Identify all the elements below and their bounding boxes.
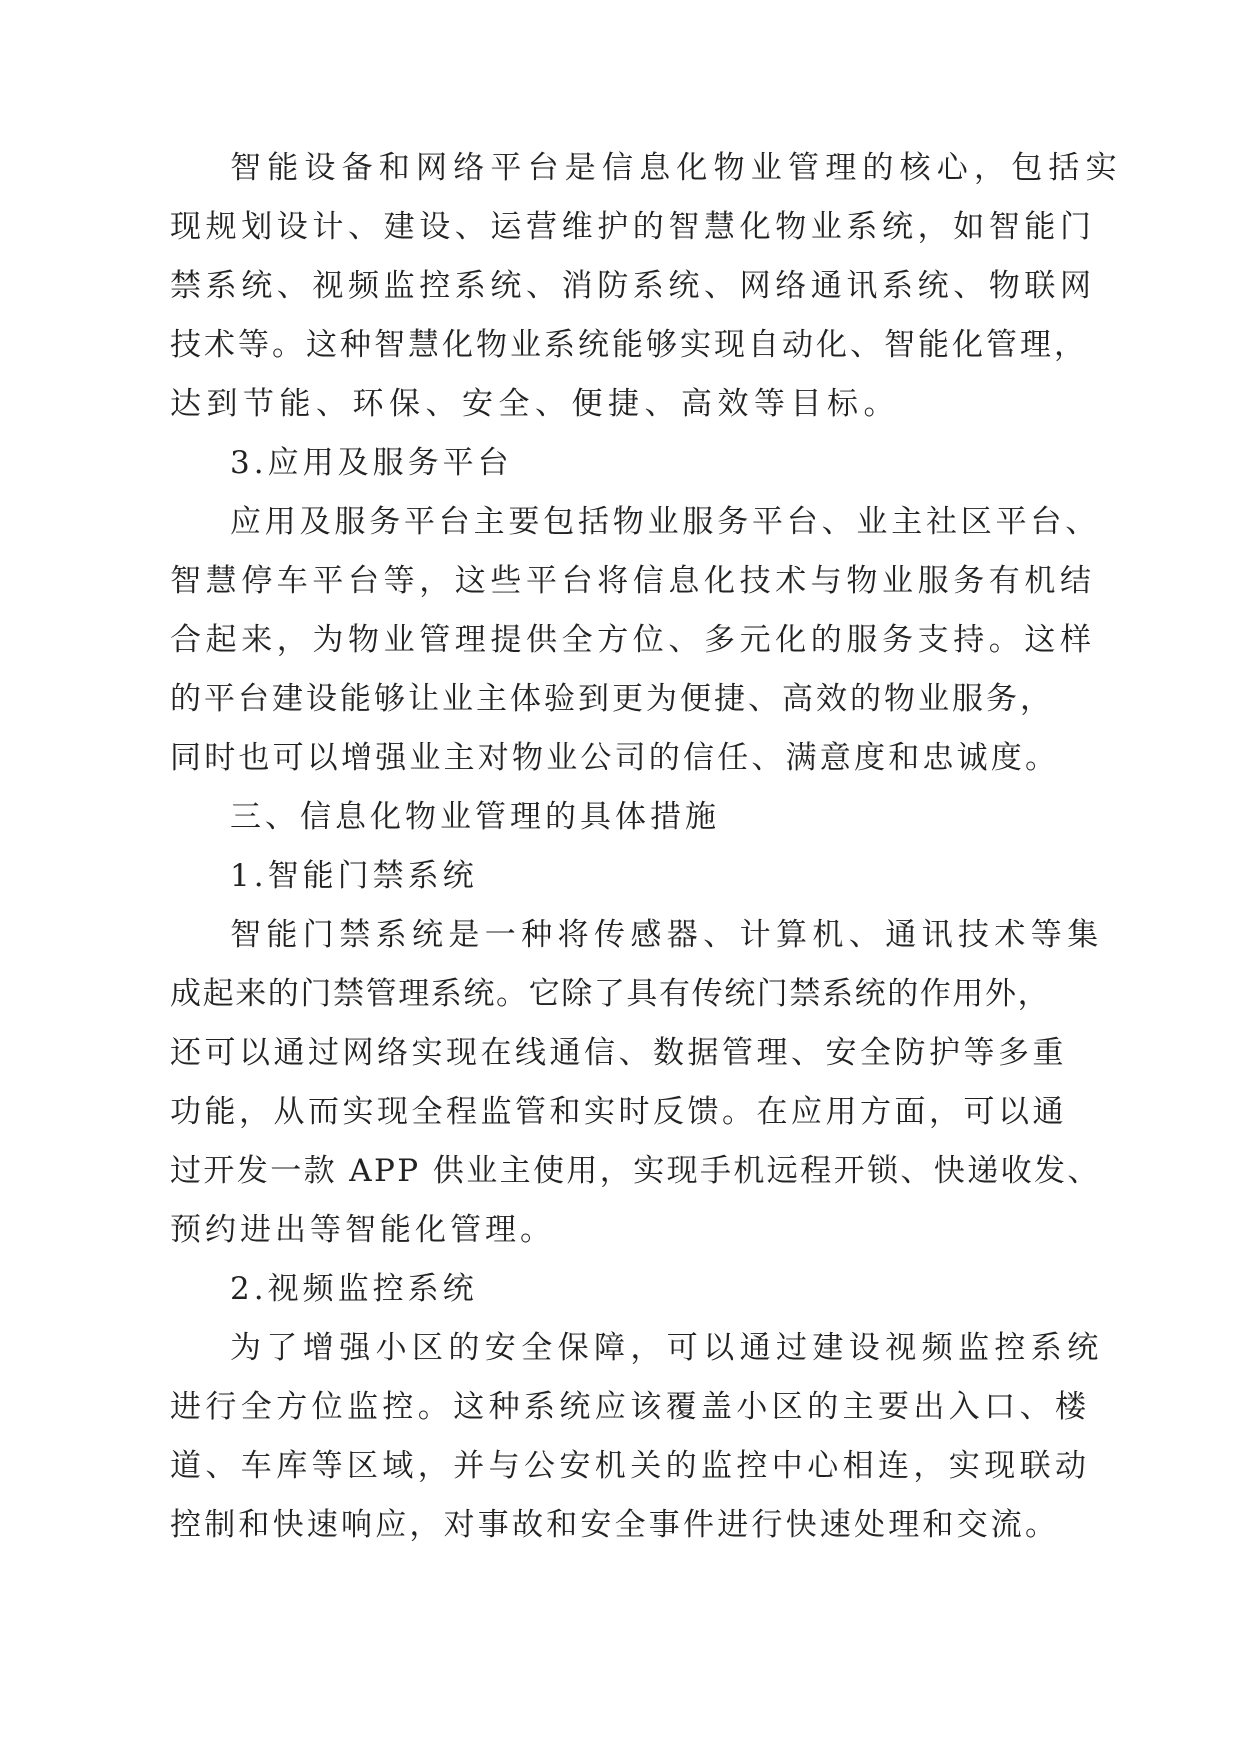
text-line: 还可以通过网络实现在线通信、数据管理、安全防护等多重 [170,1035,1067,1071]
text-line: 合起来，为物业管理提供全方位、多元化的服务支持。这样 [170,622,1096,658]
text-line: 的平台建设能够让业主体验到更为便捷、高效的物业服务， [170,681,1054,717]
subsection-heading: 1.智能门禁系统 [230,858,478,894]
text-line: 功能，从而实现全程监管和实时反馈。在应用方面，可以通 [170,1094,1067,1130]
subsection-heading: 2.视频监控系统 [230,1271,478,1307]
text-line: 进行全方位监控。这种系统应该覆盖小区的主要出入口、楼 [170,1389,1091,1425]
text-line: 道、车库等区域，并与公安机关的监控中心相连，实现联动 [170,1448,1091,1484]
text-line: 现规划设计、建设、运营维护的智慧化物业系统，如智能门 [170,209,1096,245]
text-line: 达到节能、环保、安全、便捷、高效等目标。 [170,386,900,422]
text-line: 预约进出等智能化管理。 [170,1212,555,1248]
text-line: 技术等。这种智慧化物业系统能够实现自动化、智能化管理， [170,327,1088,363]
text-line: 成起来的门禁管理系统。它除了具有传统门禁系统的作用外， [170,976,1051,1012]
text-line: 控制和快速响应，对事故和安全事件进行快速处理和交流。 [170,1507,1060,1543]
section-heading: 三、信息化物业管理的具体措施 [230,799,720,835]
text-line: 为了增强小区的安全保障，可以通过建设视频监控系统 [230,1330,1104,1366]
text-line: 同时也可以增强业主对物业公司的信任、满意度和忠诚度。 [170,740,1060,776]
text-line: 智能门禁系统是一种将传感器、计算机、通讯技术等集 [230,917,1104,953]
text-line: 智能设备和网络平台是信息化物业管理的核心，包括实 [230,150,1123,186]
text-line: 应用及服务平台主要包括物业服务平台、业主社区平台、 [230,504,1100,540]
text-line: 禁系统、视频监控系统、消防系统、网络通讯系统、物联网 [170,268,1096,304]
section-heading: 3.应用及服务平台 [230,445,513,481]
text-line: 智慧停车平台等，这些平台将信息化技术与物业服务有机结 [170,563,1096,599]
text-line: 过开发一款 APP 供业主使用，实现手机远程开锁、快递收发、 [170,1153,1101,1189]
